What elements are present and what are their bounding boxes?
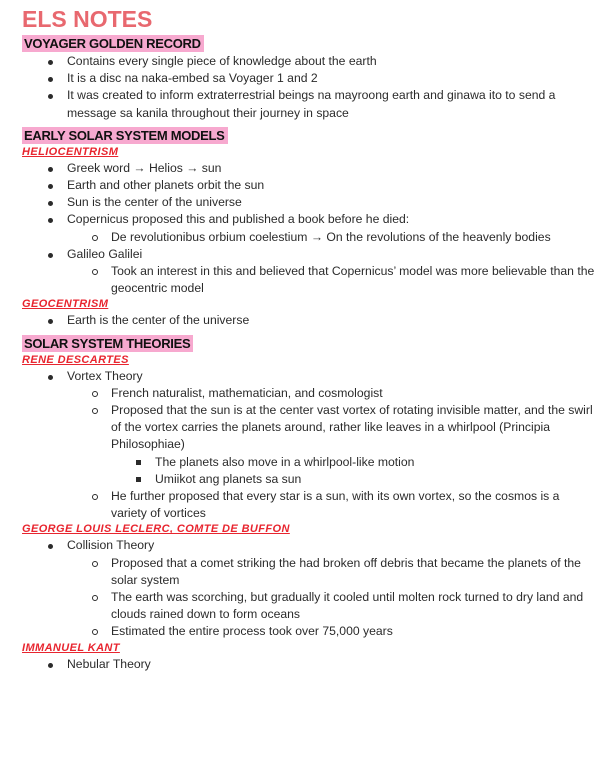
bullet-icon (48, 167, 53, 172)
circle-bullet-icon (92, 561, 98, 567)
bullet-icon (48, 184, 53, 189)
list-item: Sun is the center of the universe (22, 194, 597, 211)
page-title: ELS NOTES (22, 6, 153, 32)
geocentrism-list (22, 312, 597, 329)
section-early-models (22, 127, 597, 145)
subheading-heliocentrism: HELIOCENTRISM (22, 145, 119, 158)
circle-bullet-icon (92, 408, 98, 414)
sub-list (67, 229, 597, 246)
heliocentrism-list (22, 160, 597, 298)
sub-sub-list (111, 454, 597, 488)
descartes-list (22, 368, 597, 523)
subheading-kant: IMMANUEL KANT (22, 641, 120, 654)
bullet-icon (48, 663, 53, 668)
square-bullet-icon (136, 460, 141, 465)
bullet-icon (48, 94, 53, 99)
circle-bullet-icon (92, 235, 98, 241)
voyager-list (22, 53, 597, 122)
section-heading: VOYAGER GOLDEN RECORD (22, 35, 204, 52)
circle-bullet-icon (92, 391, 98, 397)
list-item: Copernicus proposed this and published a book before he died: De revolutionibus orbium coelestium → On the revolutions of the heavenly bodies (22, 211, 597, 245)
section-theories (22, 335, 597, 353)
list-item: It is a disc na naka-embed sa Voyager 1 and 2 (22, 70, 597, 87)
sub-sub-list-item: The planets also move in a whirlpool-like motion (22, 454, 597, 471)
circle-bullet-icon (92, 629, 98, 635)
subheading-descartes: RENE DESCARTES (22, 353, 129, 366)
section-heading: SOLAR SYSTEM THEORIES (22, 335, 193, 352)
bullet-icon (48, 253, 53, 258)
subheading-buffon: GEORGE LOUIS LECLERC, COMTE DE BUFFON (22, 523, 290, 536)
list-item: Nebular Theory (22, 656, 597, 673)
bullet-icon (48, 201, 53, 206)
sub-list-item: Estimated the entire process took over 75,000 years (22, 623, 597, 640)
bullet-icon (48, 218, 53, 223)
bullet-icon (48, 544, 53, 549)
buffon-list (22, 537, 597, 640)
bullet-icon (48, 60, 53, 65)
list-item: Earth and other planets orbit the sun (22, 177, 597, 194)
list-item: Vortex Theory French naturalist, mathematician, and cosmologist Proposed that the sun is at the center vast vortex of rotating invisible matter, and the swirl of the vortex carries the planets around, rather like leaves in a whirlpool (Principia Philosophiae) The planets also move in a whirlpool-like motion Umiikot ang planets sa sun He further proposed that every star is a sun, with its own vortex, so the cosmos is a variety of vortices (22, 368, 597, 523)
sub-list-item: Proposed that the sun is at the center vast vortex of rotating invisible matter, and the swirl of the vortex carries the planets around, rather like leaves in a whirlpool (Principia Philosophiae) The planets also move in a whirlpool-like motion Umiikot ang planets sa sun (22, 402, 597, 488)
kant-list (22, 656, 597, 673)
sub-list (67, 555, 597, 641)
list-item: Contains every single piece of knowledge about the earth (22, 53, 597, 70)
sub-list-item: French naturalist, mathematician, and cosmologist (22, 385, 597, 402)
bullet-icon (48, 77, 53, 82)
sub-list-item: De revolutionibus orbium coelestium → On the revolutions of the heavenly bodies (22, 229, 597, 246)
sub-list-item: Proposed that a comet striking the had broken off debris that became the planets of the solar system (22, 555, 597, 589)
circle-bullet-icon (92, 269, 98, 275)
section-voyager (22, 35, 597, 53)
square-bullet-icon (136, 477, 141, 482)
circle-bullet-icon (92, 494, 98, 500)
bullet-icon (48, 375, 53, 380)
section-heading: EARLY SOLAR SYSTEM MODELS (22, 127, 228, 144)
sub-list-item: The earth was scorching, but gradually it cooled until molten rock turned to dry land and clouds rained down to form oceans (22, 589, 597, 623)
sub-list-item: Took an interest in this and believed that Copernicus’ model was more believable than the geocentric model (22, 263, 597, 297)
list-item: Earth is the center of the universe (22, 312, 597, 329)
sub-sub-list-item: Umiikot ang planets sa sun (22, 471, 597, 488)
subheading-geocentrism: GEOCENTRISM (22, 298, 109, 311)
circle-bullet-icon (92, 595, 98, 601)
sub-list (67, 385, 597, 523)
list-item: Collision Theory Proposed that a comet striking the had broken off debris that became the planets of the solar system The earth was scorching, but gradually it cooled until molten rock turned to dry land and clouds rained down to form oceans Estimated the entire process took over 75,000 years (22, 537, 597, 640)
bullet-icon (48, 319, 53, 324)
sub-list-item: He further proposed that every star is a sun, with its own vortex, so the cosmos is a variety of vortices (22, 488, 597, 522)
notes-page (22, 5, 597, 673)
list-item: Greek word → Helios → sun (22, 160, 597, 177)
sub-list (67, 263, 597, 297)
list-item: Galileo Galilei Took an interest in this and believed that Copernicus’ model was more believable than the geocentric model (22, 246, 597, 298)
list-item: It was created to inform extraterrestrial beings na mayroong earth and ginawa ito to send a message sa kanila throughout their journey in space (22, 87, 597, 121)
